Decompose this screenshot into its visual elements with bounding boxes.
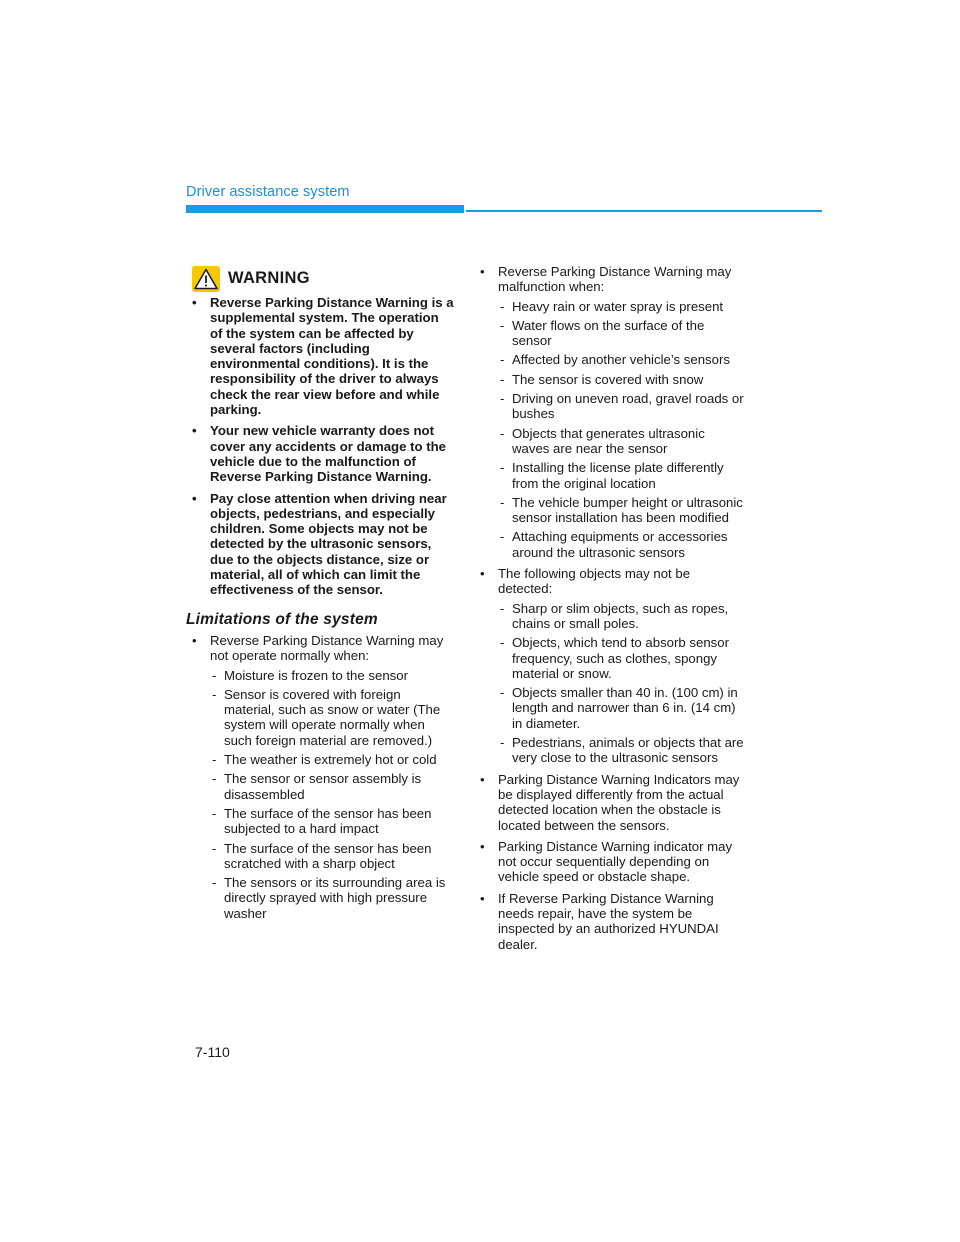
sub-item: - The surface of the sensor has been scratched with a sharp object — [210, 841, 454, 872]
right-column — [474, 264, 744, 958]
section-title: Driver assistance system — [186, 184, 350, 200]
limitations-heading: Limitations of the system — [186, 610, 378, 628]
header-accent-bar — [186, 205, 464, 213]
warning-title: WARNING — [228, 269, 310, 288]
sub-item: - Pedestrians, animals or objects that are very close to the ultrasonic sensors — [498, 735, 744, 766]
sub-item: - Installing the license plate differently from the original location — [498, 460, 744, 491]
sub-item: - Affected by another vehicle’s sensors — [498, 352, 744, 367]
sub-list — [210, 668, 454, 921]
limitation-group-operate — [186, 633, 454, 921]
sub-item: - Driving on uneven road, gravel roads or bushes — [498, 391, 744, 422]
warning-item: • Your new vehicle warranty does not cover any accidents or damage to the vehicle due to the malfunction of Reverse Parking Distance Warning. — [186, 423, 454, 484]
sub-item: - The sensor or sensor assembly is disassembled — [210, 771, 454, 802]
warning-header — [192, 264, 454, 294]
warning-item: • Reverse Parking Distance Warning is a supplemental system. The operation of the system can be affected by several factors (including environmental conditions). It is the responsibility of the driver to always check the rear view before and while parking. — [186, 295, 454, 417]
sub-item: - Objects, which tend to absorb sensor frequency, such as clothes, spongy material or snow. — [498, 635, 744, 681]
warning-item: • Pay close attention when driving near objects, pedestrians, and especially children. Some objects may not be detected by the ultrasonic sensors, due to the objects distance, size or material, all of which can limit the effectiveness of the sensor. — [186, 491, 454, 598]
limitation-note: • If Reverse Parking Distance Warning needs repair, have the system be inspected by an authorized HYUNDAI dealer. — [474, 891, 744, 952]
group-intro: • The following objects may not be detected: — [498, 566, 691, 597]
sub-item: - Attaching equipments or accessories around the ultrasonic sensors — [498, 529, 744, 560]
header-rule — [466, 210, 822, 212]
sub-item: - Objects that generates ultrasonic waves are near the sensor — [498, 426, 744, 457]
group-intro: • Reverse Parking Distance Warning may not operate normally when: — [210, 632, 444, 664]
sub-item: - Sensor is covered with foreign material, such as snow or water (The system will operate normally when such foreign material are removed.) — [210, 687, 454, 748]
sub-item: - The surface of the sensor has been subjected to a hard impact — [210, 806, 454, 837]
group-intro: • Reverse Parking Distance Warning may malfunction when: — [498, 264, 732, 295]
sub-item: - The sensors or its surrounding area is directly sprayed with high pressure washer — [210, 875, 454, 921]
sub-item: - The vehicle bumper height or ultrasonic sensor installation has been modified — [498, 495, 744, 526]
limitation-note: • Parking Distance Warning Indicators may be displayed differently from the actual detected location when the obstacle is located between the sensors. — [474, 772, 744, 833]
sub-list — [498, 299, 744, 560]
sub-item: - The weather is extremely hot or cold — [210, 752, 454, 767]
sub-item: - Objects smaller than 40 in. (100 cm) in length and narrower than 6 in. (14 cm) in diameter. — [498, 685, 744, 731]
page-number: 7-110 — [195, 1044, 230, 1060]
warning-triangle-icon — [192, 266, 220, 292]
limitation-group-malfunction — [474, 264, 744, 560]
sub-item: - The sensor is covered with snow — [498, 372, 744, 387]
sub-item: - Water flows on the surface of the sensor — [498, 318, 744, 349]
left-column — [186, 264, 454, 927]
sub-list — [498, 601, 744, 766]
sub-item: - Moisture is frozen to the sensor — [210, 668, 454, 683]
sub-item: - Sharp or slim objects, such as ropes, chains or small poles. — [498, 601, 744, 632]
limitation-note: • Parking Distance Warning indicator may not occur sequentially depending on vehicle speed or obstacle shape. — [474, 839, 744, 885]
sub-item: - Heavy rain or water spray is present — [498, 299, 744, 314]
limitation-group-undetected — [474, 566, 744, 766]
